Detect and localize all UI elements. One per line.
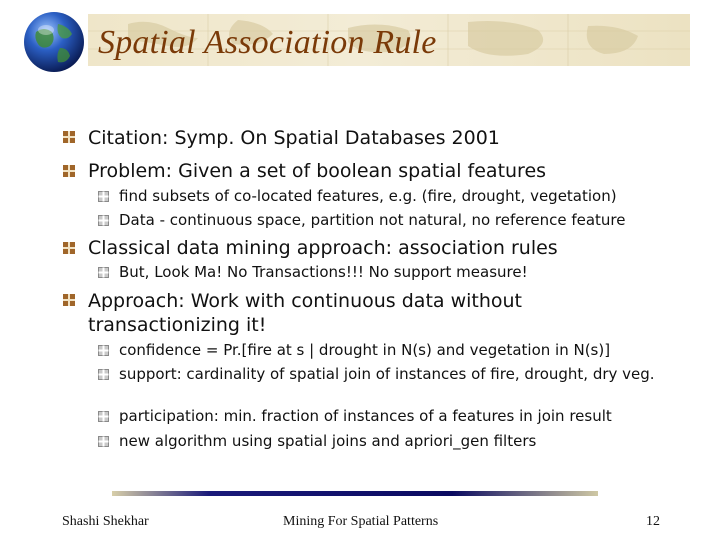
sub-bullet: support: cardinality of spatial join of instances of fire, drought, dry veg. bbox=[119, 365, 655, 383]
sub-bullet: new algorithm using spatial joins and apriori_gen filters bbox=[119, 432, 537, 450]
square-bullet-icon bbox=[98, 345, 109, 356]
footer-divider bbox=[112, 491, 598, 496]
footer-course: Mining For Spatial Patterns bbox=[283, 514, 439, 529]
slide-title: Spatial Association Rule bbox=[98, 24, 437, 61]
sub-bullet: confidence = Pr.[fire at s | drought in N(s) and vegetation in N(s)] bbox=[119, 341, 611, 359]
bullet-problem: Problem: Given a set of boolean spatial features bbox=[88, 160, 547, 182]
square-bullet-icon bbox=[98, 267, 109, 278]
square-bullet-icon bbox=[98, 369, 109, 380]
ornate-square-bullet-icon bbox=[62, 293, 76, 307]
page-number: 12 bbox=[646, 514, 660, 529]
sub-bullet: participation: min. fraction of instances of a features in join result bbox=[119, 407, 612, 425]
square-bullet-icon bbox=[98, 436, 109, 447]
square-bullet-icon bbox=[98, 411, 109, 422]
square-bullet-icon bbox=[98, 191, 109, 202]
bullet-approach: Approach: Work with continuous data without transactionizing it! bbox=[88, 290, 523, 336]
ornate-square-bullet-icon bbox=[62, 164, 76, 178]
sub-bullet: Data - continuous space, partition not natural, no reference feature bbox=[119, 211, 626, 229]
ornate-square-bullet-icon bbox=[62, 130, 76, 144]
ornate-square-bullet-icon bbox=[62, 241, 76, 255]
sub-bullet: But, Look Ma! No Transactions!!! No support measure! bbox=[119, 263, 528, 281]
sub-bullet: find subsets of co-located features, e.g. (fire, drought, vegetation) bbox=[119, 187, 617, 205]
bullet-citation: Citation: Symp. On Spatial Databases 2001 bbox=[88, 127, 500, 149]
bullet-classical: Classical data mining approach: association rules bbox=[88, 237, 558, 259]
square-bullet-icon bbox=[98, 215, 109, 226]
footer-author: Shashi Shekhar bbox=[62, 514, 149, 529]
